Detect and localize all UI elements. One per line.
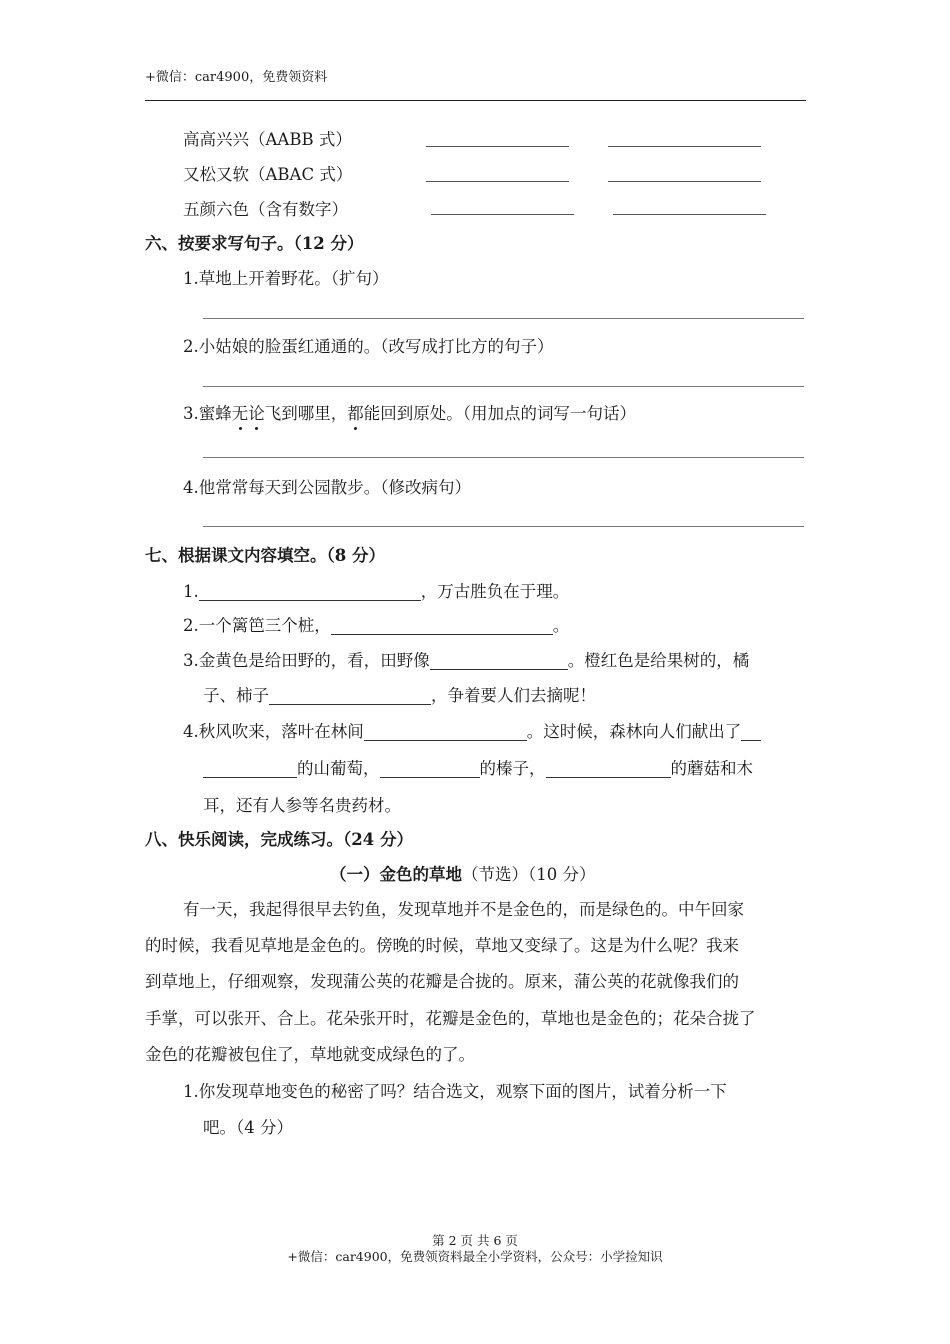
s7-item-1: 1. ，万古胜负在于理。 [183,582,570,601]
word-form-3-blank-b[interactable] [613,214,766,215]
s7-item-2-blank[interactable] [331,616,553,635]
s7-item-4-line-1: 4.秋风吹来，落叶在林间 。这时候，森林向人们献出了 [183,718,761,742]
header-rule [145,100,806,101]
s6-item-2: 2.小姑娘的脸蛋红通通的。（改写成打比方的句子） [183,337,554,356]
s7-item-1-blank[interactable] [199,582,421,601]
s7-item-3-blank-1[interactable] [430,651,568,670]
s7-item-3-line-1: 3.金黄色是给田野的，看，田野像 。橙红色是给果树的，橘 [183,651,750,670]
passage-note: （节选）（10 分） [462,865,596,884]
footer-page-number: 第 2 页 共 6 页 [432,1233,518,1248]
header-text: +微信：car4900，免费领资料 [145,70,328,85]
passage-line-2: 的时候，我看见草地是金色的。傍晚的时候，草地又变绿了。这是为什么呢？我来 [145,936,739,955]
s6-item-4: 4.他常常每天到公园散步。（修改病句） [183,478,471,497]
section-7-title: 七、根据课文内容填空。（8 分） [145,546,385,565]
passage-heading [330,861,596,885]
footer-contact: +微信：car4900，免费领资料最全小学资料，公众号：小学捡知识 [287,1249,663,1264]
s7-item-4-line-2: 的山葡萄， 的榛子， 的蘑菇和木 [203,755,753,779]
s6-answer-line-4[interactable] [203,526,804,527]
word-form-3: 五颜六色（含有数字） [183,200,348,219]
dotted-char-wu: 无 [231,404,249,423]
s7-item-3-line-2: 子、柿子 ，争着要人们去摘呢！ [203,686,596,705]
passage-title: （一）金色的草地 [330,865,462,884]
word-form-1-blank-a[interactable] [426,146,569,147]
word-form-2-blank-a[interactable] [426,181,569,182]
word-form-3-blank-a[interactable] [431,214,574,215]
passage-line-1: 有一天，我起得很早去钓鱼，发现草地并不是金色的，而是绿色的。中午回家 [183,900,744,919]
s6-item-1: 1.草地上开着野花。（扩句） [183,269,389,288]
s7-item-4-blank-4[interactable] [546,759,671,778]
passage-line-3: 到草地上，仔细观察，发现蒲公英的花瓣是合拢的。原来，蒲公英的花就像我们的 [145,972,739,991]
s6-answer-line-1[interactable] [203,318,804,319]
s7-item-4-blank-1[interactable] [364,722,527,741]
word-form-2: 又松又软（ABAC 式） [183,165,353,184]
s7-item-4-line-3: 耳，还有人参等名贵药材。 [203,796,401,815]
dotted-char-dou: 都 [347,404,364,423]
section-6-title: 六、按要求写句子。（12 分） [145,234,364,253]
s7-item-3-blank-2[interactable] [269,686,431,705]
question-1-line-2: 吧。（4 分） [203,1118,293,1137]
question-1-line-1: 1.你发现草地变色的秘密了吗？结合选文，观察下面的图片，试着分析一下 [183,1082,727,1101]
s7-item-4-blank-2b[interactable] [203,759,297,778]
word-form-2-blank-b[interactable] [608,181,761,182]
word-form-1: 高高兴兴（AABB 式） [183,130,352,149]
section-8-title: 八、快乐阅读，完成练习。（24 分） [145,830,413,849]
s7-item-4-blank-2a[interactable] [741,722,761,741]
s7-item-4-blank-3[interactable] [380,759,480,778]
s7-item-2: 2.一个篱笆三个桩， 。 [183,616,570,635]
passage-line-5: 金色的花瓣被包住了，草地就变成绿色的了。 [145,1045,475,1064]
passage-line-4: 手掌，可以张开、合上。花朵张开时，花瓣是金色的，草地也是金色的；花朵合拢了 [145,1009,756,1028]
s6-answer-line-2[interactable] [203,386,804,387]
s6-item-3: 3.蜜蜂无论飞到哪里，都能回到原处。（用加点的词写一句话） [183,404,636,423]
dotted-char-lun: 论 [248,404,265,423]
word-form-1-blank-b[interactable] [608,146,761,147]
s6-answer-line-3[interactable] [203,457,804,458]
